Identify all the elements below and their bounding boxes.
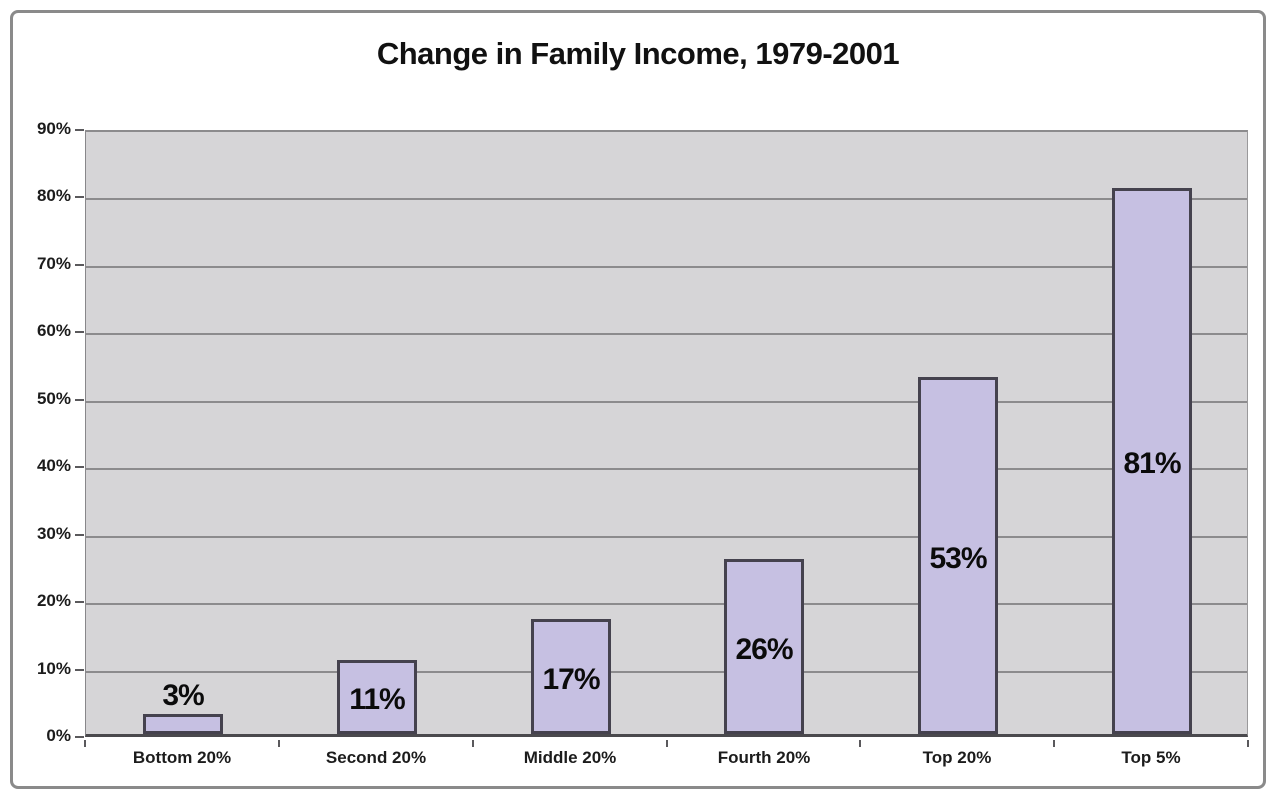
- x-axis-tick: [278, 740, 280, 747]
- y-axis-tick: [75, 534, 84, 536]
- gridline: [86, 333, 1247, 335]
- gridline: [86, 603, 1247, 605]
- x-axis-tick: [859, 740, 861, 747]
- y-axis-tick-label: 30%: [36, 524, 71, 543]
- bar-value-label: 3%: [162, 679, 204, 712]
- x-axis-tick: [666, 740, 668, 747]
- y-axis-tick-label: 20%: [36, 591, 71, 610]
- x-axis-tick: [472, 740, 474, 747]
- y-axis-tick-label: 80%: [36, 186, 71, 205]
- bar-value-label: 26%: [735, 633, 793, 666]
- y-axis-tick: [75, 736, 84, 738]
- y-axis-tick-label: 0%: [46, 726, 71, 745]
- y-axis-tick: [75, 331, 84, 333]
- bar: [143, 714, 223, 734]
- gridline: [86, 468, 1247, 470]
- x-category-label: Fourth 20%: [717, 748, 811, 767]
- bar-value-label: 11%: [349, 683, 405, 716]
- y-axis-tick: [75, 196, 84, 198]
- gridline: [86, 198, 1247, 200]
- chart-title: Change in Family Income, 1979-2001: [376, 36, 900, 71]
- x-category-label: Top 20%: [922, 748, 992, 767]
- gridline: [86, 401, 1247, 403]
- bar-value-label: 53%: [929, 542, 987, 575]
- y-axis-tick: [75, 129, 84, 131]
- gridline: [86, 536, 1247, 538]
- y-axis-tick-label: 40%: [36, 456, 71, 475]
- y-axis-tick-label: 70%: [36, 254, 71, 273]
- y-axis-tick-label: 60%: [36, 321, 71, 340]
- y-axis-tick: [75, 399, 84, 401]
- y-axis-tick-label: 50%: [36, 389, 71, 408]
- bar-value-label: 81%: [1123, 447, 1181, 480]
- plot-area: [85, 130, 1248, 737]
- x-axis-tick: [1053, 740, 1055, 747]
- x-category-label: Middle 20%: [523, 748, 617, 767]
- x-axis-tick: [1247, 740, 1249, 747]
- y-axis-tick: [75, 669, 84, 671]
- y-axis-tick: [75, 466, 84, 468]
- gridline: [86, 671, 1247, 673]
- gridline: [86, 266, 1247, 268]
- y-axis-tick-label: 90%: [36, 119, 71, 138]
- x-axis-tick: [84, 740, 86, 747]
- y-axis-tick-label: 10%: [36, 659, 71, 678]
- y-axis-tick: [75, 601, 84, 603]
- bar-value-label: 17%: [542, 663, 600, 696]
- x-category-label: Bottom 20%: [132, 748, 232, 767]
- x-category-label: Second 20%: [325, 748, 427, 767]
- x-category-label: Top 5%: [1121, 748, 1181, 767]
- y-axis-tick: [75, 264, 84, 266]
